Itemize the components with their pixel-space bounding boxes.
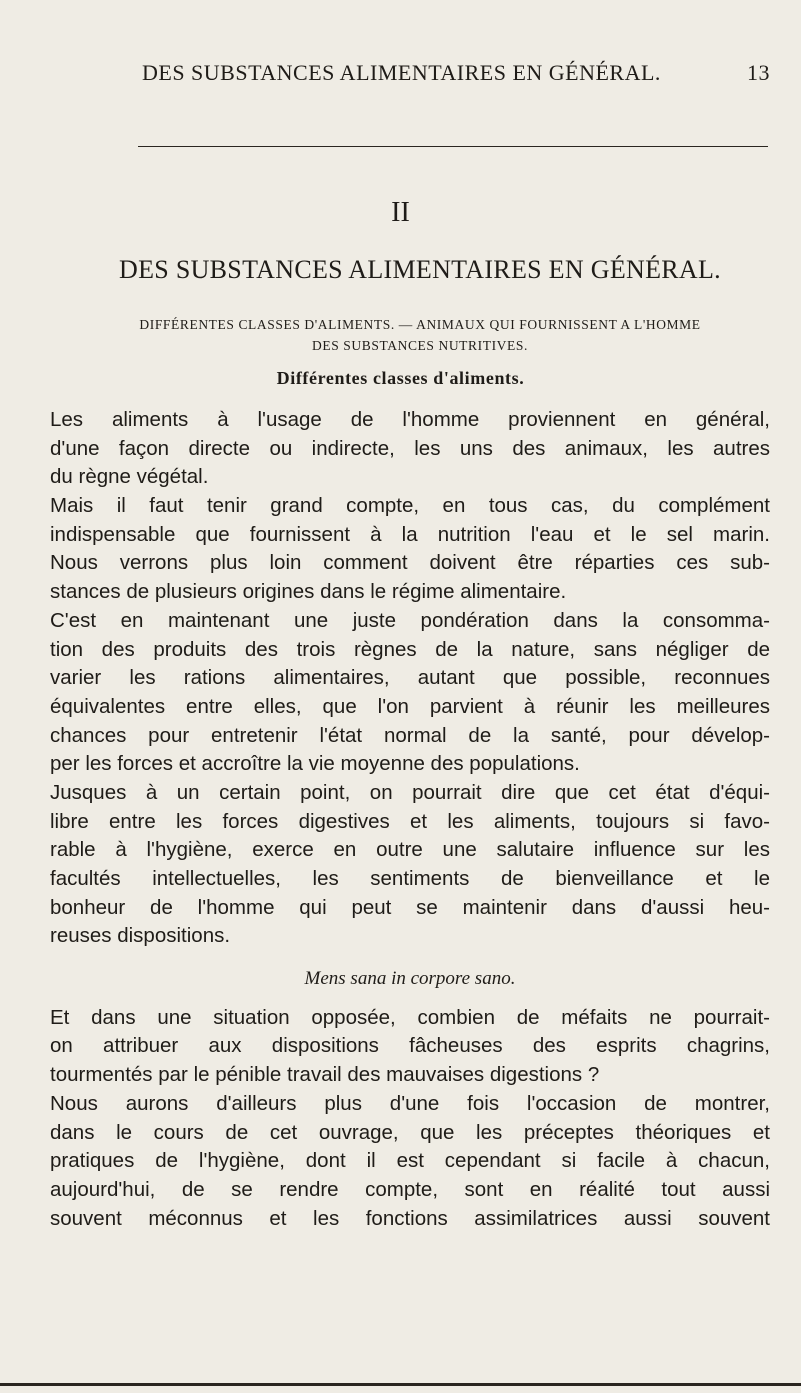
running-head	[80, 60, 770, 90]
text-line: C'est en maintenant une juste pondération dans la consomma-	[50, 608, 770, 632]
text-line: aujourd'hui, de se rendre compte, sont en réalité tout aussi	[50, 1177, 770, 1201]
chapter-title: DES SUBSTANCES ALIMENTAIRES EN GÉNÉRAL.	[119, 255, 721, 284]
text-line: varier les rations alimentaires, autant que possible, reconnues	[50, 666, 770, 690]
text-line: Jusques à un certain point, on pourrait dire que cet état d'équi-	[50, 780, 770, 804]
text-line: facultés intellectuelles, les sentiments de bienveillance et le	[50, 867, 770, 890]
section-heading: Différentes classes d'aliments.	[276, 368, 525, 388]
bottom-edge-rule	[0, 1383, 801, 1386]
latin-quote: Mens sana in corpore sano.	[304, 968, 516, 990]
text-line: bonheur de l'homme qui peut se maintenir dans d'aussi heu-	[50, 895, 770, 919]
text-line: Nous verrons plus loin comment doivent être réparties ces sub-	[50, 551, 770, 575]
top-rule	[138, 146, 768, 147]
running-title: DES SUBSTANCES ALIMENTAIRES EN GÉNÉRAL.	[142, 60, 661, 85]
text-line: rable à l'hygiène, exerce en outre une salutaire influence sur les	[50, 838, 770, 862]
body-text	[50, 406, 770, 1233]
text-line: indispensable que fournissent à la nutrition l'eau et le sel marin.	[50, 522, 770, 546]
text-line: reuses dispositions.	[50, 924, 231, 948]
text-line: tourmentés par le pénible travail des mauvaises digestions ?	[50, 1063, 600, 1087]
chapter-summary-line: DIFFÉRENTES CLASSES D'ALIMENTS. — ANIMAUX QUI FOURNISSENT A L'HOMME	[139, 317, 701, 332]
text-line: du règne végétal.	[50, 465, 209, 489]
text-line: Les aliments à l'usage de l'homme proviennent en général,	[50, 408, 770, 431]
text-line: Et dans une situation opposée, combien de méfaits ne pourrait-	[50, 1005, 770, 1029]
text-line: équivalentes entre elles, que l'on parvient à réunir les meilleures	[50, 694, 770, 718]
text-line: chances pour entretenir l'état normal de la santé, pour dévelop-	[50, 723, 770, 747]
chapter-summary-line: DES SUBSTANCES NUTRITIVES.	[312, 338, 528, 353]
text-line: d'une façon directe ou indirecte, les uns des animaux, les autres	[50, 436, 770, 460]
text-line: dans le cours de cet ouvrage, que les préceptes théoriques et	[50, 1120, 770, 1144]
chapter-number: II	[391, 197, 410, 228]
text-line: Nous aurons d'ailleurs plus d'une fois l'occasion de montrer,	[50, 1091, 770, 1115]
text-line: on attribuer aux dispositions fâcheuses des esprits chagrins,	[50, 1034, 770, 1058]
text-line: libre entre les forces digestives et les aliments, toujours si favo-	[50, 809, 770, 833]
chapter-summary	[70, 314, 770, 356]
text-line: souvent méconnus et les fonctions assimilatrices aussi souvent	[50, 1206, 770, 1230]
text-line: pratiques de l'hygiène, dont il est cependant si facile à chacun,	[50, 1149, 770, 1173]
text-line: per les forces et accroître la vie moyenne des populations.	[50, 752, 580, 776]
text-line: tion des produits des trois règnes de la nature, sans négliger de	[50, 637, 770, 661]
text-line: stances de plusieurs origines dans le régime alimentaire.	[50, 580, 567, 604]
text-line: Mais il faut tenir grand compte, en tous cas, du complément	[50, 494, 770, 518]
page-number: 13	[747, 60, 770, 85]
